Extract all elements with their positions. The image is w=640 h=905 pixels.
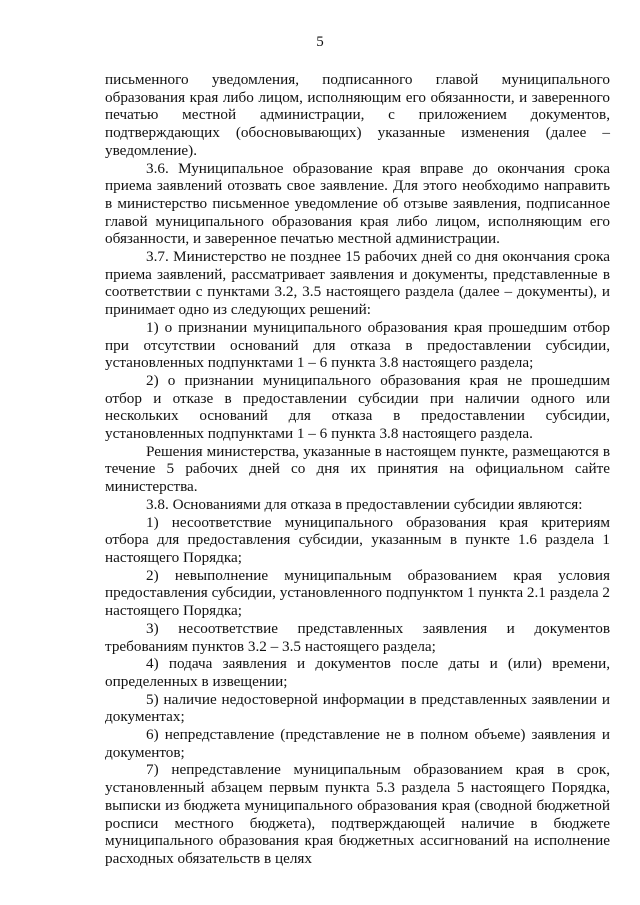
paragraph: 1) несоответствие муниципального образования края критериям отбора для предоставления субсидии, указанным в пункте 1.6 раздела 1 настоящего Порядка;	[105, 513, 610, 566]
paragraph: 7) непредставление муниципальным образованием края в срок, установленный абзацем первым пункта 5.3 раздела 5 настоящего Порядка, выписки из бюджета муниципального образования края (сводной бюджетной росписи местного бюджета), подтверждающей наличие в бюджете муниципального образования края бюджетных ассигнований на исполнение расходных обязательств в целях	[105, 761, 610, 867]
paragraph: 4) подача заявления и документов после даты и (или) времени, определенных в извещении;	[105, 655, 610, 690]
paragraph: 5) наличие недостоверной информации в представленных заявлении и документах;	[105, 690, 610, 726]
paragraph: Решения министерства, указанные в настоящем пункте, размещаются в течение 5 рабочих дней со дня их принятия на официальном сайте министерства.	[105, 442, 610, 496]
paragraph: 2) о признании муниципального образования края не прошедшим отбор и отказе в предоставлении субсидии при наличии одного или нескольких оснований для отказа в предоставлении субсидии, установленных подпунктами 1 – 6 пункта 3.8 настоящего раздела.	[105, 371, 610, 443]
paragraph: 3.8. Основаниями для отказа в предоставлении субсидии являются:	[146, 495, 583, 513]
page-number: 5	[316, 34, 324, 50]
paragraph: письменного уведомления, подписанного главой муниципального образования края либо лицом, исполняющим его обязанности, и заверенного печатью местной администрации, с приложением документов, подтверждающих (обосновывающих) указанные изменения (далее – уведомление).	[105, 71, 610, 159]
paragraph: 3) несоответствие представленных заявления и документов требованиям пунктов 3.2 – 3.5 настоящего раздела;	[105, 619, 610, 655]
paragraph: 2) невыполнение муниципальным образованием края условия предоставления субсидии, установленного подпунктом 1 пункта 2.1 раздела 2 настоящего Порядка;	[105, 566, 610, 620]
paragraph: 6) непредставление (представление не в полном объеме) заявления и документов;	[105, 726, 610, 761]
paragraph: 1) о признании муниципального образования края прошедшим отбор при отсутствии оснований для отказа в предоставлении субсидии, установленных подпунктами 1 – 6 пункта 3.8 настоящего раздела;	[105, 318, 610, 372]
document-body	[105, 71, 610, 868]
paragraph: 3.7. Министерство не позднее 15 рабочих дней со дня окончания срока приема заявлений, рассматривает заявления и документы, представленные в соответствии с пунктами 3.2, 3.5 настоящего раздела (далее – документы), и принимает одно из следующих решений:	[105, 248, 610, 319]
paragraph: 3.6. Муниципальное образование края вправе до окончания срока приема заявлений отозвать свое заявление. Для этого необходимо направить в министерство письменное уведомление об отзыве заявления, подписанное главой муниципального образования края либо лицом, исполняющим его обязанности, и заверенное печатью местной администрации.	[105, 159, 610, 248]
